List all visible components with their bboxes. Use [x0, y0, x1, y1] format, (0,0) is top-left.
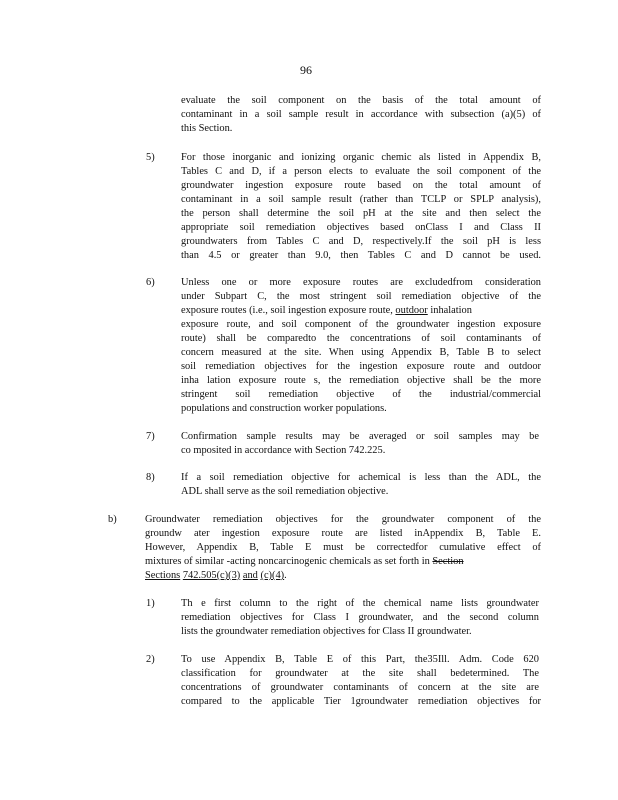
item-marker: 2): [146, 654, 155, 665]
text-line: Groundwater remediation objectives for the groundwater component of the: [145, 514, 541, 525]
text-line: To use Appendix B, Table E of this Part, the35Ill. Adm. Code 620: [181, 654, 539, 665]
inserted-text: Sections: [145, 570, 181, 581]
text-line: contaminant in a soil sample result in accordance with subsection (a)(5) of: [181, 109, 541, 120]
text-line: remediation objectives for Class I groundwater, and the second column: [181, 612, 539, 623]
text-line: [145, 569, 287, 582]
text-line: inha lation exposure route s, the remediation objective shall be the more: [181, 375, 541, 386]
text-line: under Subpart C, the most stringent soil remediation objective of the: [181, 291, 541, 302]
text-line: co mposited in accordance with Section 742.225.: [181, 445, 386, 456]
text-line: than 4.5 or greater than 9.0, then Tables C and D cannot be used.: [181, 250, 541, 261]
text-line: route) shall be comparedto the concentrations of soil contaminants of: [181, 333, 541, 344]
text-line: concentrations of groundwater contaminants of concern at the site are: [181, 682, 539, 693]
text-line: soil remediation objectives for the ingestion exposure route and outdoor: [181, 361, 541, 372]
text-line: Unless one or more exposure routes are excludedfrom consideration: [181, 277, 541, 288]
text-line: contaminant in a soil sample result (rather than TCLP or SPLP analysis),: [181, 194, 541, 205]
text-line: groundw ater ingestion exposure route are listed inAppendix B, Table E.: [145, 528, 541, 539]
text-line: evaluate the soil component on the basis of the total amount of: [181, 95, 541, 106]
inserted-text: and: [242, 570, 258, 581]
text-line: concern measured at the site. When using Appendix B, Table B to select: [181, 347, 541, 358]
text-segment: exposure routes (i.e., soil ingestion exposure route,: [181, 305, 393, 316]
item-marker: 1): [146, 598, 155, 609]
item-marker: b): [108, 514, 117, 525]
period: .: [284, 570, 287, 581]
item-marker: 7): [146, 431, 155, 442]
text-line: [145, 555, 541, 568]
text-line: Tables C and D, if a person elects to evaluate the soil component of the: [181, 166, 541, 177]
text-line: lists the groundwater remediation objectives for Class II groundwater.: [181, 626, 472, 637]
item-marker: 8): [146, 472, 155, 483]
text-line: this Section.: [181, 123, 233, 134]
underlined-insert: outdoor: [395, 305, 428, 316]
struck-text: Section: [432, 556, 464, 567]
text-segment: mixtures of similar -acting noncarcinogenic chemicals as set forth in: [145, 556, 430, 567]
item-marker: 5): [146, 152, 155, 163]
text-line: exposure route, and soil component of the groundwater ingestion exposure: [181, 319, 541, 330]
item-marker: 6): [146, 277, 155, 288]
text-line: [181, 304, 541, 317]
inserted-text: (c)(4): [260, 570, 285, 581]
text-line: ADL shall serve as the soil remediation objective.: [181, 486, 389, 497]
text-line: compared to the applicable Tier 1groundwater remediation objectives for: [181, 696, 541, 707]
text-line: Confirmation sample results may be averaged or soil samples may be: [181, 431, 539, 442]
page-number: 96: [300, 63, 312, 77]
section-reference: 742.505(c)(3): [182, 570, 241, 581]
text-line: classification for groundwater at the site shall bedetermined. The: [181, 668, 539, 679]
text-line: If a soil remediation objective for achemical is less than the ADL, the: [181, 472, 541, 483]
text-line: stringent soil remediation objective of the industrial/commercial: [181, 389, 541, 400]
text-line: populations and construction worker populations.: [181, 403, 387, 414]
text-line: groundwater ingestion exposure route based on the total amount of: [181, 180, 541, 191]
text-line: groundwaters from Tables C and D, respectively.If the soil pH is less: [181, 236, 541, 247]
text-line: appropriate soil remediation objectives based onClass I and Class II: [181, 222, 541, 233]
text-line: However, Appendix B, Table E must be correctedfor cumulative effect of: [145, 542, 541, 553]
text-line: the person shall determine the soil pH at the site and then select the: [181, 208, 541, 219]
text-line: For those inorganic and ionizing organic chemic als listed in Appendix B,: [181, 152, 541, 163]
text-line: Th e first column to the right of the chemical name lists groundwater: [181, 598, 539, 609]
text-segment: inhalation: [430, 305, 472, 316]
